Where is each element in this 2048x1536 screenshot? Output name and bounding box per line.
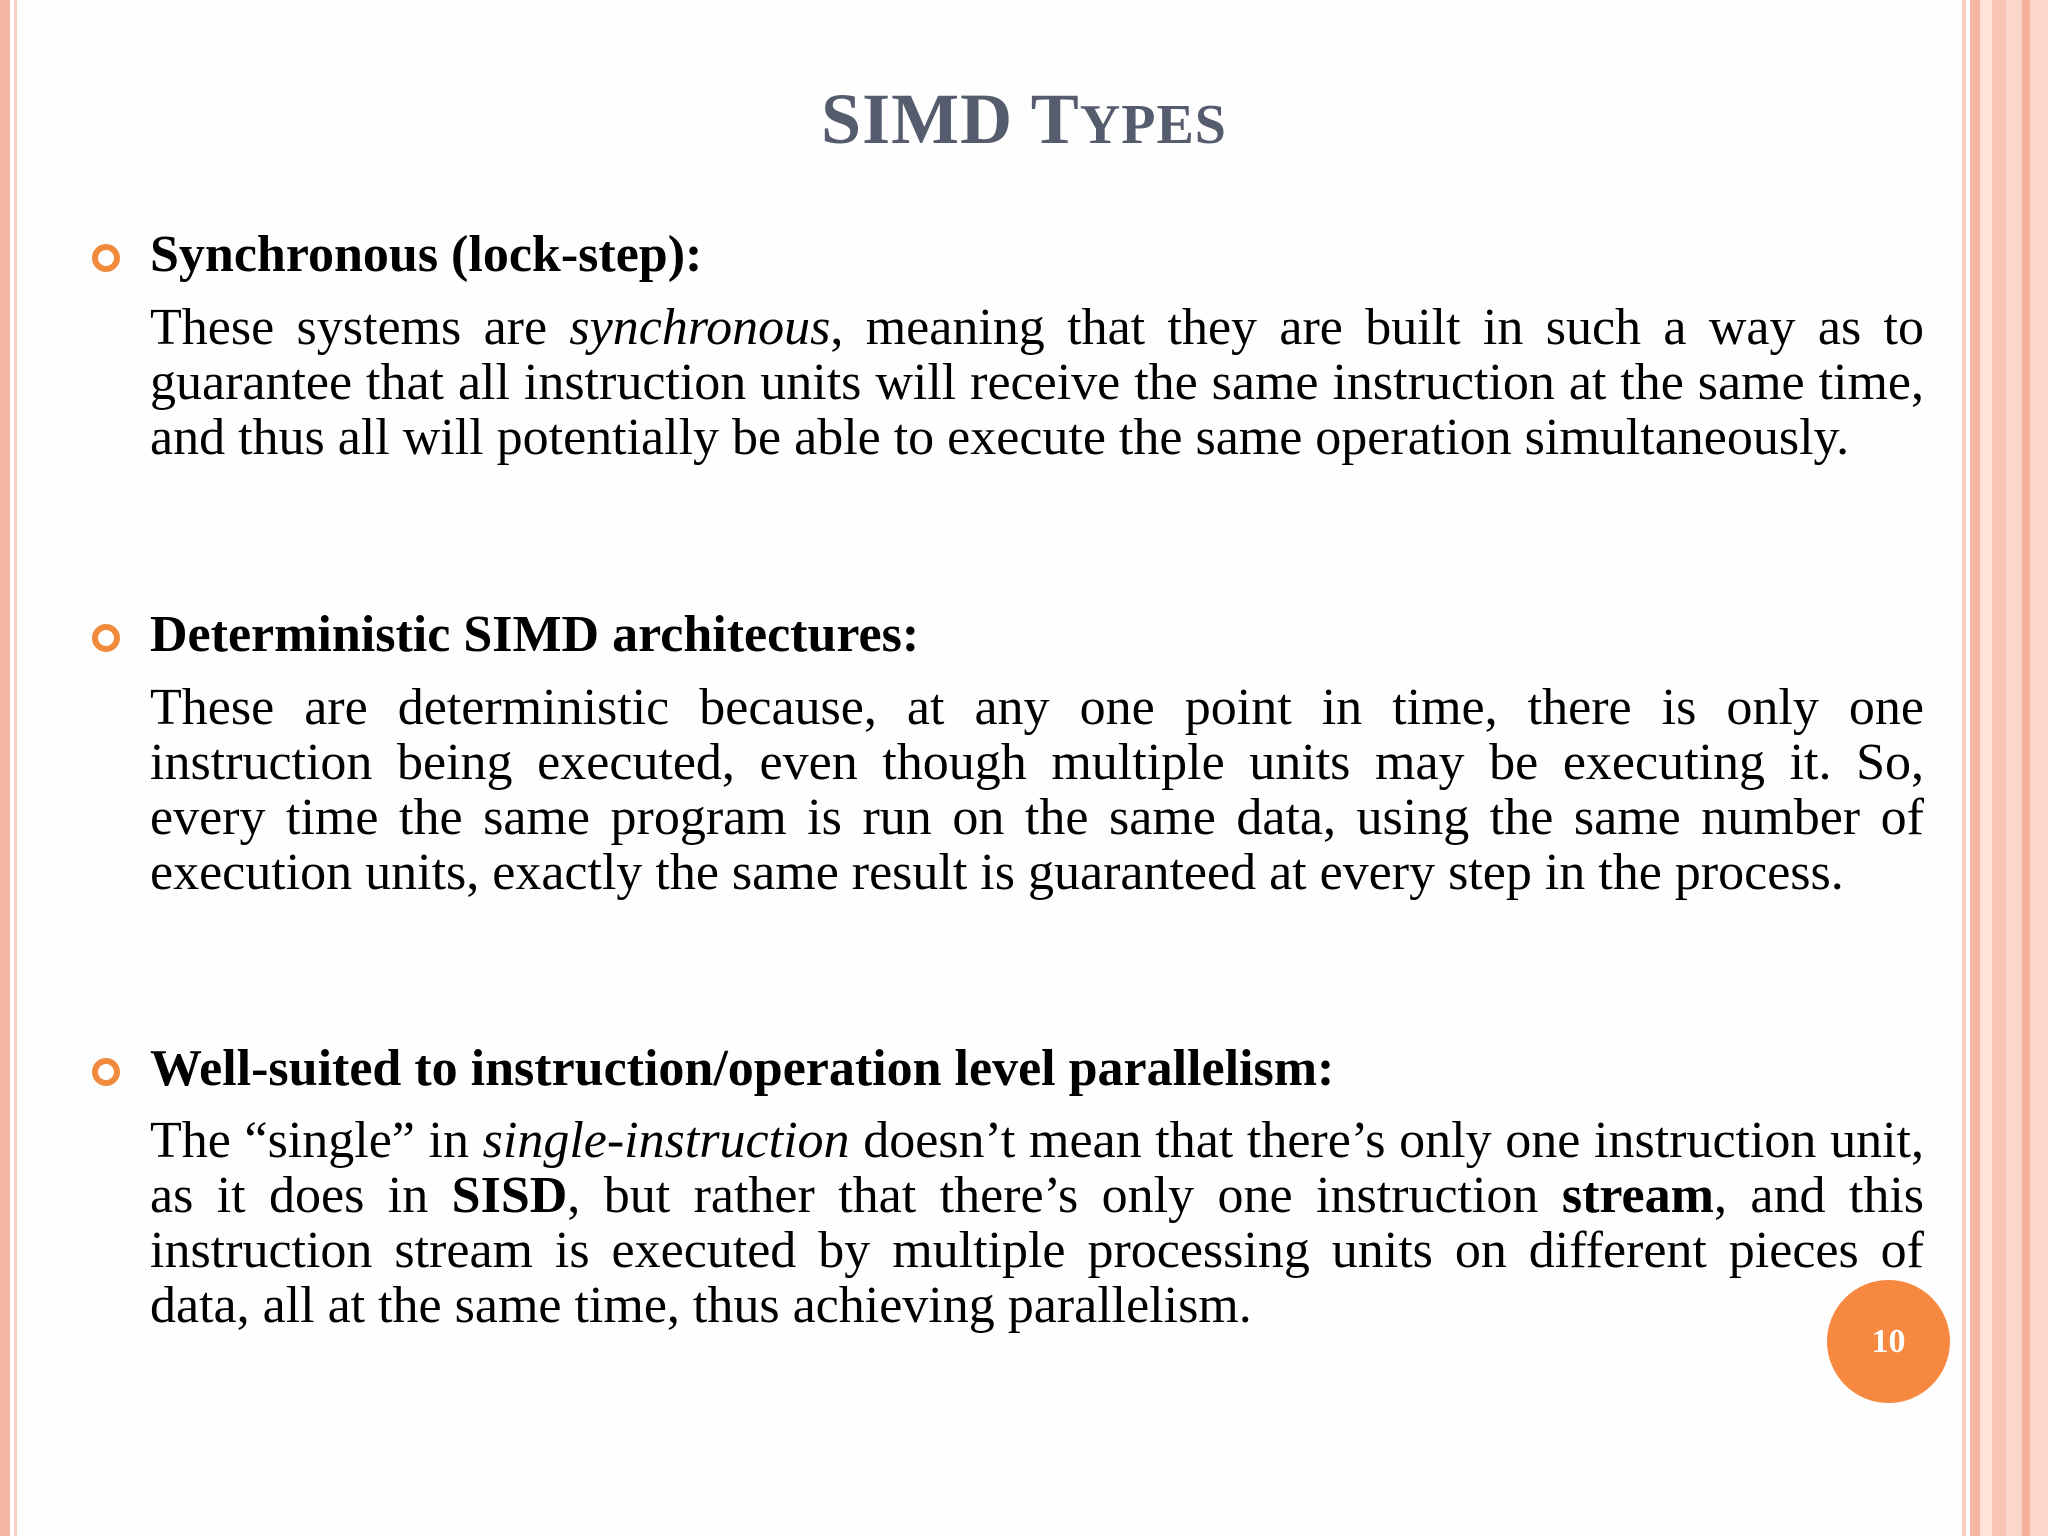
section-text-deterministic: These are deterministic because, at any one point in time, there is only one instruction being executed, even though multiple units may be executing it. So, every time the same program is run on the same data, using the same number of execution units, exactly the same result is guaranteed at every step in the process. xyxy=(150,679,1924,901)
bullet-ring-icon xyxy=(92,624,120,652)
right-border-stripe xyxy=(2022,0,2030,1536)
title-smallcaps: YPES xyxy=(1079,94,1227,156)
bullet-ring-icon xyxy=(92,1058,120,1086)
right-border-stripe xyxy=(1980,0,1992,1536)
italic-term: synchronous xyxy=(569,299,831,356)
left-border-stripe xyxy=(0,0,10,1536)
text-span: doesn’t mean that there’s only one instruction unit, as it does in xyxy=(150,1112,1924,1224)
title-main: SIMD T xyxy=(821,79,1080,159)
bold-term-sisd: SISD xyxy=(451,1167,568,1224)
text-span: The “single” in xyxy=(150,1112,483,1169)
page-number-badge: 10 xyxy=(1827,1280,1950,1403)
text-span: These systems are xyxy=(150,299,570,356)
right-border-stripe xyxy=(1962,0,1966,1536)
section-text-synchronous xyxy=(150,300,1924,465)
bold-term-stream: stream xyxy=(1561,1167,1714,1224)
slide-title xyxy=(0,78,2048,161)
section-heading-deterministic: Deterministic SIMD architectures: xyxy=(150,606,920,663)
text-span: , but rather that there’s only one instruction xyxy=(567,1167,1562,1224)
section-heading-synchronous: Synchronous (lock-step): xyxy=(150,226,703,283)
right-border-stripe xyxy=(1970,0,1980,1536)
section-heading-parallelism: Well-suited to instruction/operation level parallelism: xyxy=(150,1040,1335,1097)
section-text-parallelism xyxy=(150,1113,1924,1333)
italic-term: single-instruction xyxy=(482,1112,850,1169)
bullet-ring-icon xyxy=(92,244,120,272)
right-border-stripe xyxy=(1992,0,2006,1536)
left-border-stripe-thin xyxy=(14,0,17,1536)
text-span: , meaning that they are built in such a way as to guarantee that all instruction units will receive the same instruction at the same time, and thus all will potentially be able to execute the same operation simultaneously. xyxy=(150,299,1924,466)
text-span: , and this instruction stream is executed by multiple processing units on different pieces of data, all at the same time, thus achieving parallelism. xyxy=(150,1167,1924,1334)
